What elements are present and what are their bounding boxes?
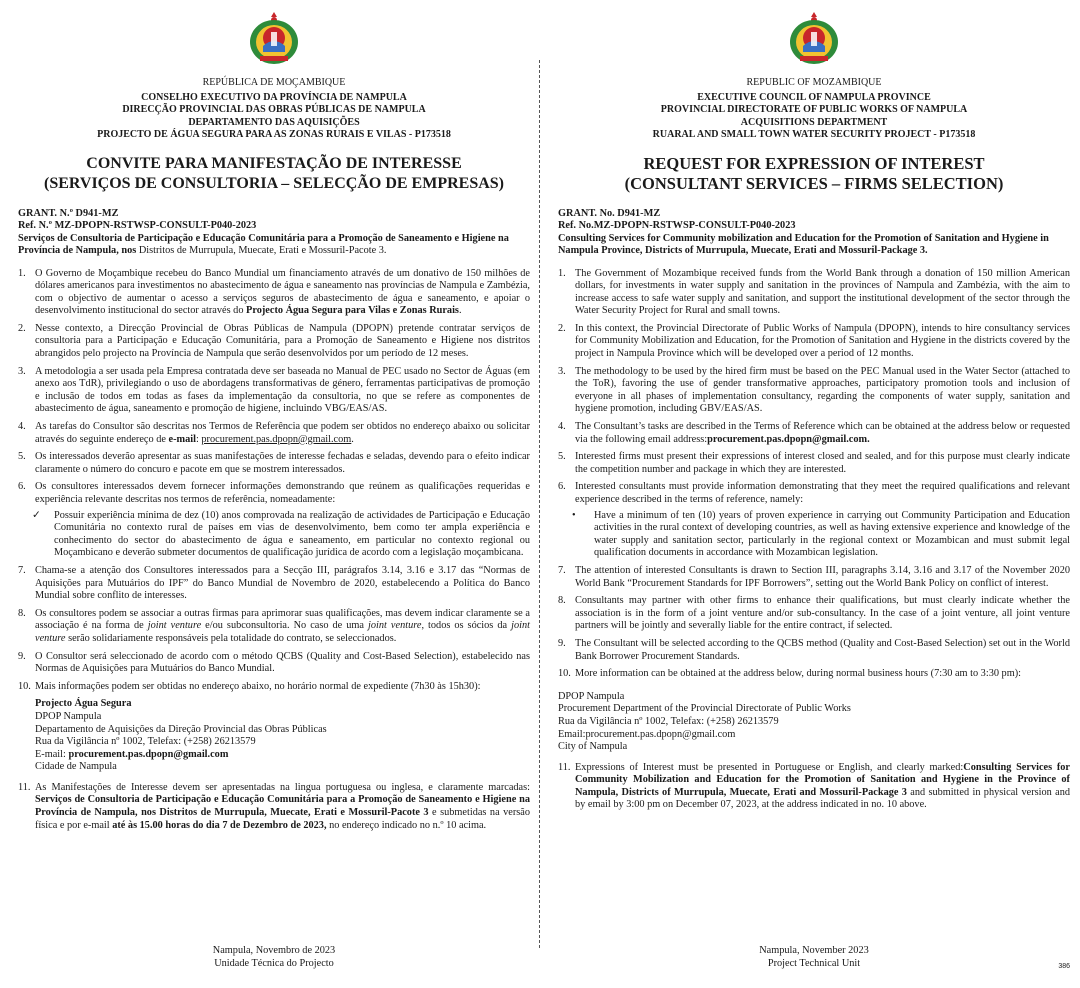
- address-line: DPOP Nampula: [558, 690, 625, 702]
- paragraph-list: [558, 268, 1070, 507]
- email-link[interactable]: procurement.pas.dpopn@gmail.com: [201, 433, 352, 445]
- list-bullet: • Have a minimum of ten (10) years of proven experience in carrying out Community Participation and Education activities in the rural context of developing countries, as well as having extensive experience and knowledge of the water supply and sanitation sector, particularly in the regional context or Mozambican and must submit legal qualification documents in accordance with Mozambican legislation.: [572, 509, 1070, 559]
- list-item: 10. Mais informações podem ser obtidas no endereço abaixo, no horário normal de expediente (7h30 às 15h30):: [18, 680, 481, 692]
- reference-number: Ref. N.º MZ-DPOPN-RSTWSP-CONSULT-P040-2023: [18, 220, 257, 231]
- email-link[interactable]: procurement.pas.dpopn@gmail.com.: [707, 433, 870, 445]
- address-line: City of Nampula: [558, 741, 628, 753]
- list-item: 1. O Governo de Moçambique recebeu do Banco Mundial um financiamento através de um donativo de 150 milhões de dólares americanos para investimentos no abastecimento de água e saneamento nas províncias de Nampula e Zambézia, com o objectivo de aumentar o acesso a serviços seguros de abastecimento de água e saneamento, e apoiar o desenvolvimento institucional do sector através do Projecto Água Segura para Vilas e Zonas Rurais.: [18, 267, 530, 317]
- reference-block: [18, 208, 530, 258]
- title-line-2: (CONSULTANT SERVICES – FIRMS SELECTION): [624, 173, 1004, 193]
- signature-place-date: Nampula, November 2023: [759, 945, 869, 956]
- signature-unit: Project Technical Unit: [767, 957, 861, 969]
- list-item: 6. Os consultores interessados devem fornecer informações demonstrando que reúnem as qualificações requeridas e experiência relevante descritas nos termos de referência, nomeadamente:: [18, 481, 530, 505]
- list-item: 7. The attention of interested Consultants is drawn to Section III, paragraphs 3.14, 3.16 and 3.17 of the November 2020 World Bank “Procurement Standards for IPF Borrowers”, setting out the World Bank Policy on conflict of interest.: [558, 564, 1070, 589]
- header-directorate: PROVINCIAL DIRECTORATE OF PUBLIC WORKS OF NAMPULA: [660, 104, 968, 115]
- header-department: ACQUISITIONS DEPARTMENT: [740, 116, 888, 128]
- grant-number: GRANT. No. D941-MZ: [558, 207, 661, 219]
- list-item: 6. Interested consultants must provide information demonstrating that they meet the required qualifications and relevant experience described in the terms of reference, namely:: [558, 481, 1070, 505]
- list-item: 2. In this context, the Provincial Directorate of Public Works of Nampula (DPOPN), intends to hire consultancy services for Community Mobilization and Education, for the Promotion of Sanitation and Hygiene in the districts covered by the project in Nampula Province which will be developed over a period of 12 months.: [558, 322, 1070, 360]
- address-email: E-mail: procurement.pas.dpopn@gmail.com: [35, 748, 229, 760]
- document-title: [18, 154, 530, 194]
- header-council: CONSELHO EXECUTIVO DA PROVÍNCIA DE NAMPULA: [141, 91, 407, 103]
- address-line: Departamento de Aquisições da Direção Provincial das Obras Públicas: [35, 723, 327, 735]
- address-line: Rua da Vigilância nº 1002, Telefax: (+258) 26213579: [558, 715, 779, 727]
- mozambique-emblem-icon: [244, 8, 304, 68]
- arrow-bullet-icon: ✓: [32, 509, 41, 521]
- paragraph-list: [18, 268, 530, 507]
- address-line: Cidade de Nampula: [35, 761, 117, 773]
- signature-block: [558, 945, 1070, 970]
- document-title: [558, 154, 1070, 194]
- header-project: PROJECTO DE ÁGUA SEGURA PARA AS ZONAS RURAIS E VILAS - P173518: [97, 129, 451, 140]
- list-item: 5. Os interessados deverão apresentar as suas manifestações de interesse fechadas e seladas, devendo para o efeito indicar claramente o número do concuro e pacote em que se mostrem interessados.: [18, 451, 530, 475]
- list-item: 4. The Consultant’s tasks are described in the Terms of Reference which can be obtained at the address below or requested via the following email address:procurement.pas.dpopn@gmail.com.: [558, 421, 1070, 445]
- grant-number: GRANT. N.º D941-MZ: [18, 207, 119, 219]
- list-item: 3. The methodology to be used by the hired firm must be based on the PEC Manual used in the Water Sector (attached to the ToR), favoring the use of gender transformative approaches, participatory promotion tools and inclusion of everyone in all phases of implementation consultancy, regarding the components of water supply, sanitation and hygiene promotion, including GBV/EAS/AS.: [558, 365, 1070, 415]
- signature-unit: Unidade Técnica do Projecto: [214, 957, 334, 969]
- list-item: 8. Os consultores podem se associar a outras firmas para aprimorar suas qualificações, mas devem indicar claramente se a associação é na forma de joint venture e/ou subconsultoria. No caso de uma joint venture, todos os sócios da joint venture serão solidariamente responsáveis pela totalidade do contrato, se seleccionados.: [18, 607, 530, 644]
- title-line-1: REQUEST FOR EXPRESSION OF INTEREST: [643, 153, 985, 173]
- header-directorate: DIRECÇÃO PROVINCIAL DAS OBRAS PÚBLICAS DE NAMPULA: [122, 104, 426, 115]
- list-item: 1. The Government of Mozambique received funds from the World Bank through a donation of 150 million American dollars, for investments in water supply and sanitation in the provinces of Nampula and Zambézia, with the aim to increase access to safe water supply and sanitation, and support the institutional development of the sector through the Water Security Project for Rural and small towns.: [558, 267, 1070, 317]
- contact-address: [35, 698, 530, 774]
- header-republic: REPÚBLICA DE MOÇAMBIQUE: [202, 77, 346, 88]
- list-item: 4. As tarefas do Consultor são descritas nos Termos de Referência que podem ser obtidos no endereço abaixo ou solicitar através do seguinte endereço de e-mail: procurement.pas.dpopn@gmail.com.: [18, 421, 530, 445]
- list-item: 11. Expressions of Interest must be presented in Portuguese or English, and clearly marked:Consulting Services for Community Mobilization and Education for the Promotion of Sanitation and Hygiene in the Province of Nampula, Districts of Murrupula, Muecate, Erati and Mossuril-Package 3 and submitted in physical version and by email by 3:00 pm on December 07, 2023, at the address indicated in no. 10 above.: [558, 761, 1070, 811]
- paragraph-list-continued: [558, 565, 1070, 681]
- header-council: EXECUTIVE COUNCIL OF NAMPULA PROVINCE: [697, 91, 931, 103]
- list-item: 11. As Manifestações de Interesse devem ser apresentadas na lingua portuguesa ou inglesa, e claramente marcadas: Serviços de Consultoria de Participação e Educação Comunitária para a Promoção de Saneamento e Higiene na Província de Nampula, nos Distritos de Murrupula, Muecate, Erati e Mossuril-Pacote 3 e submetidas na versão física e por e-mail até às 15.00 horas do dia 7 de Dezembro de 2023, no endereço indicado no n.º 10 acima.: [18, 781, 530, 831]
- list-item: 8. Consultants may partner with other firms to enhance their qualifications, but must clearly indicate whether the association is in the form of a joint venture and/or sub-consultancy. In the case of a joint venture, all joint venture partners will be jointly and severally liable for the entire contract, if selected.: [558, 595, 1070, 632]
- signature-place-date: Nampula, Novembro de 2023: [212, 945, 336, 956]
- list-item: 10. More information can be obtained at the address below, during normal business hours (7:30 am to 3:30 pm):: [558, 668, 1022, 680]
- address-name: Projecto Água Segura: [35, 698, 132, 710]
- subject: Consulting Services for Community mobilization and Education for the Promotion of Sanitation and Hygiene in Nampula Province, Districts of Murrupula, Muecate, Erati and Mossuril-Package 3.: [558, 232, 1049, 256]
- list-bullet: ✓ Possuir experiência mínima de dez (10) anos comprovada na realização de actividades de Participação e Educação Comunitária no contexto rural de países em vias de desenvolvimento, bem como ter ampla experiência e conhecimento do sector do abastecimento de água e saneamento, em particular no contexto regional ou Moçambicano e deverão submeter documentos de qualificação jurídica de acordo com a legislação moçambicana.: [32, 509, 530, 559]
- list-item: 9. The Consultant will be selected according to the QCBS method (Quality and Cost-Based Selection) set out in the World Bank Borrower Procurement Standards.: [558, 637, 1070, 662]
- paragraph-list-final: [18, 782, 530, 832]
- list-item: 7. Chama-se a atenção dos Consultores interessados para a Secção III, parágrafos 3.14, 3.16 e 3.17 das “Normas de Aquisições para Mutuários do IPF” do Banco Mundial de Novembro de 2020, estabelecendo a Política do Banco Mundial sobre conflito de interesses.: [18, 564, 530, 602]
- list-item: 5. Interested firms must present their expressions of interest closed and sealed, and for this purpose must clearly indicate the competition number and package in which they are interested.: [558, 451, 1070, 475]
- header-department: DEPARTAMENTO DAS AQUISIÇÕES: [188, 116, 360, 128]
- page-number: 386: [1058, 963, 1070, 970]
- address-line: Procurement Department of the Provincial Directorate of Public Works: [558, 703, 851, 715]
- bullet-dot-icon: •: [572, 509, 576, 521]
- column-divider: [539, 60, 540, 948]
- subject-bold: Serviços de Consultoria de Participação e Educação Comunitária para a Promoção de Saneamento e Higiene na Província de Nampula, nos: [18, 232, 509, 256]
- header-project: RUARAL AND SMALL TOWN WATER SECURITY PROJECT - P173518: [652, 129, 976, 140]
- title-line-2: (SERVIÇOS DE CONSULTORIA – SELECÇÃO DE EMPRESAS): [44, 174, 504, 192]
- subject-rest: Distritos de Murrupula, Muecate, Erati e Mossuril-Pacote 3.: [136, 245, 387, 256]
- signature-block: [18, 945, 530, 970]
- address-line: DPOP Nampula: [35, 710, 102, 722]
- title-line-1: CONVITE PARA MANIFESTAÇÃO DE INTERESSE: [86, 154, 462, 172]
- list-item: 3. A metodologia a ser usada pela Empresa contratada deve ser baseada no Manual de PEC usado no Sector de Águas (em anexo aos TdR), privilegiando o uso de abordagens transformativas de género, ferramentas participativas de promoção e inclusão de todos em todas as fases da implementação da consultoria, no que se refere as componentes de abastecimento de água, saneamento e promoção de higiene, incluindo VBG/EAS/AS.: [18, 365, 530, 415]
- list-item: 2. Nesse contexto, a Direcção Provincial de Obras Públicas de Nampula (DPOPN) pretende contratar serviços de consultoria para a Participação e Educação Comunitária, para a Promoção de Saneamento e Higiene nos distritos abrangidos pelo projecto na Província de Nampula que serão desenvolvidos por um período de 12 meses.: [18, 322, 530, 360]
- address-email[interactable]: Email:procurement.pas.dpopn@gmail.com: [558, 728, 736, 740]
- paragraph-list-final: [558, 762, 1070, 812]
- paragraph-list-continued: [18, 565, 530, 693]
- reference-block: [558, 208, 1070, 258]
- contact-address: [558, 691, 1070, 754]
- mozambique-emblem-icon: [784, 8, 844, 68]
- list-item: 9. O Consultor será seleccionado de acordo com o método QCBS (Quality and Cost-Based Selection), estabelecido nas Normas de Aquisições para Mutuários do Banco Mundial.: [18, 650, 530, 675]
- reference-number: Ref. No.MZ-DPOPN-RSTWSP-CONSULT-P040-2023: [558, 220, 796, 231]
- english-column: [558, 0, 1070, 988]
- portuguese-column: [18, 0, 530, 988]
- address-line: Rua da Vigilância nº 1002, Telefax: (+258) 26213579: [35, 736, 256, 748]
- email-link[interactable]: procurement.pas.dpopn@gmail.com: [68, 748, 229, 760]
- header-republic: REPUBLIC OF MOZAMBIQUE: [746, 77, 882, 88]
